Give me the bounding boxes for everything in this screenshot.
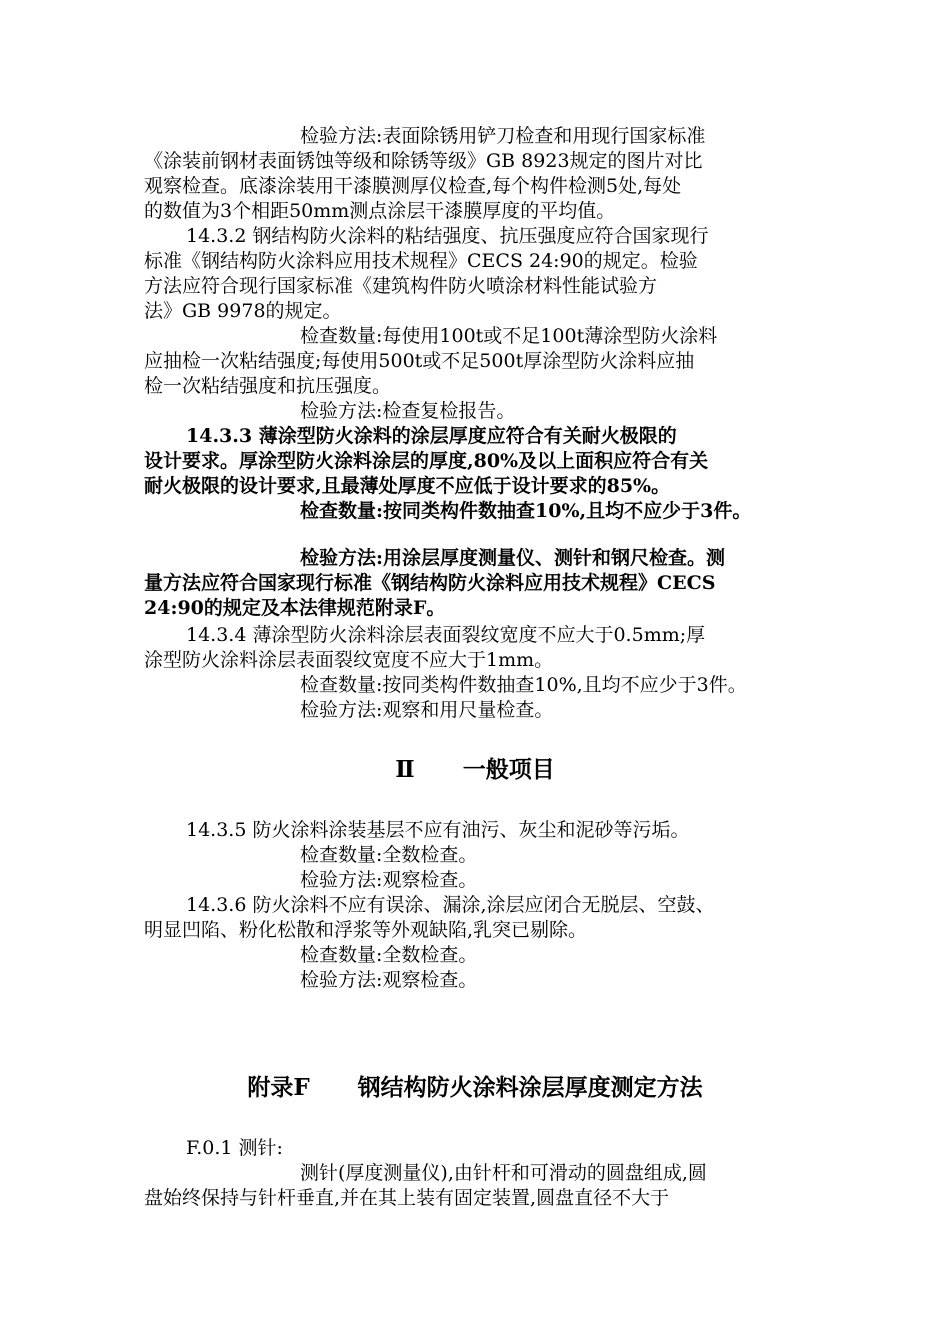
text-line: 量方法应符合国家现行标准《钢结构防火涂料应用技术规程》CECS xyxy=(144,572,716,594)
text-line: 涂型防火涂料涂层表面裂纹宽度不应大于1mm。 xyxy=(144,649,554,671)
text-line: 明显凹陷、粉化松散和浮浆等外观缺陷,乳突已剔除。 xyxy=(144,919,588,941)
text-line: 检验方法:观察检查。 xyxy=(300,869,478,891)
text-line: 《涂装前钢材表面锈蚀等级和除锈等级》GB 8923规定的图片对比 xyxy=(144,150,703,172)
text-line: 测针(厚度测量仪),由针杆和可滑动的圆盘组成,圆 xyxy=(300,1162,707,1184)
text-line: 方法应符合现行国家标准《建筑构件防火喷涂材料性能试验方 xyxy=(144,275,658,297)
text-line: 法》GB 9978的规定。 xyxy=(144,300,342,322)
text-line: 检查数量:每使用100t或不足100t薄涂型防火涂料 xyxy=(300,325,718,347)
text-line: 检验方法:用涂层厚度测量仪、测针和钢尺检查。测 xyxy=(300,547,726,569)
clause-14-3-6: 14.3.6 防火涂料不应有误涂、漏涂,涂层应闭合无脱层、空鼓、 xyxy=(186,894,715,916)
clause-f-0-1: F.0.1 测针: xyxy=(186,1137,283,1159)
text-line: 检验方法:观察和用尺量检查。 xyxy=(300,699,554,721)
text-line: 检查数量:全数检查。 xyxy=(300,844,478,866)
text-line: 标准《钢结构防火涂料应用技术规程》CECS 24:90的规定。检验 xyxy=(144,250,698,272)
appendix-heading: 附录F 钢结构防火涂料涂层厚度测定方法 xyxy=(247,1074,703,1101)
text-line: 盘始终保持与针杆垂直,并在其上装有固定装置,圆盘直径不大于 xyxy=(144,1187,670,1209)
text-line: 设计要求。厚涂型防火涂料涂层的厚度,80%及以上面积应符合有关 xyxy=(144,450,709,472)
text-line: 耐火极限的设计要求,且最薄处厚度不应低于设计要求的85%。 xyxy=(144,475,671,497)
text-line: 检查数量:按同类构件数抽查10%,且均不应少于3件。 xyxy=(300,674,747,696)
text-line: 观察检查。底漆涂装用干漆膜测厚仪检查,每个构件检测5处,每处 xyxy=(144,175,682,197)
text-line: 检查数量:按同类构件数抽查10%,且均不应少于3件。 xyxy=(300,500,752,522)
text-line: 应抽检一次粘结强度;每使用500t或不足500t厚涂型防火涂料应抽 xyxy=(144,350,695,372)
text-line: 检验方法:检查复检报告。 xyxy=(300,400,516,422)
text-line: 检验方法:观察检查。 xyxy=(300,969,478,991)
clause-14-3-2: 14.3.2 钢结构防火涂料的粘结强度、抗压强度应符合国家现行 xyxy=(186,225,709,247)
text-line: 的数值为3个相距50mm测点涂层干漆膜厚度的平均值。 xyxy=(144,200,616,222)
clause-14-3-4: 14.3.4 薄涂型防火涂料涂层表面裂纹宽度不应大于0.5mm;厚 xyxy=(186,624,706,646)
section-heading: Ⅱ 一般项目 xyxy=(395,756,555,783)
text-line: 检查数量:全数检查。 xyxy=(300,944,478,966)
text-line: 检一次粘结强度和抗压强度。 xyxy=(144,375,392,397)
text-line: 检验方法:表面除锈用铲刀检查和用现行国家标准 xyxy=(300,125,706,147)
clause-14-3-3: 14.3.3 薄涂型防火涂料的涂层厚度应符合有关耐火极限的 xyxy=(186,425,677,447)
text-line: 24:90的规定及本法律规范附录F。 xyxy=(144,597,446,619)
clause-14-3-5: 14.3.5 防火涂料涂装基层不应有油污、灰尘和泥砂等污垢。 xyxy=(186,819,690,841)
